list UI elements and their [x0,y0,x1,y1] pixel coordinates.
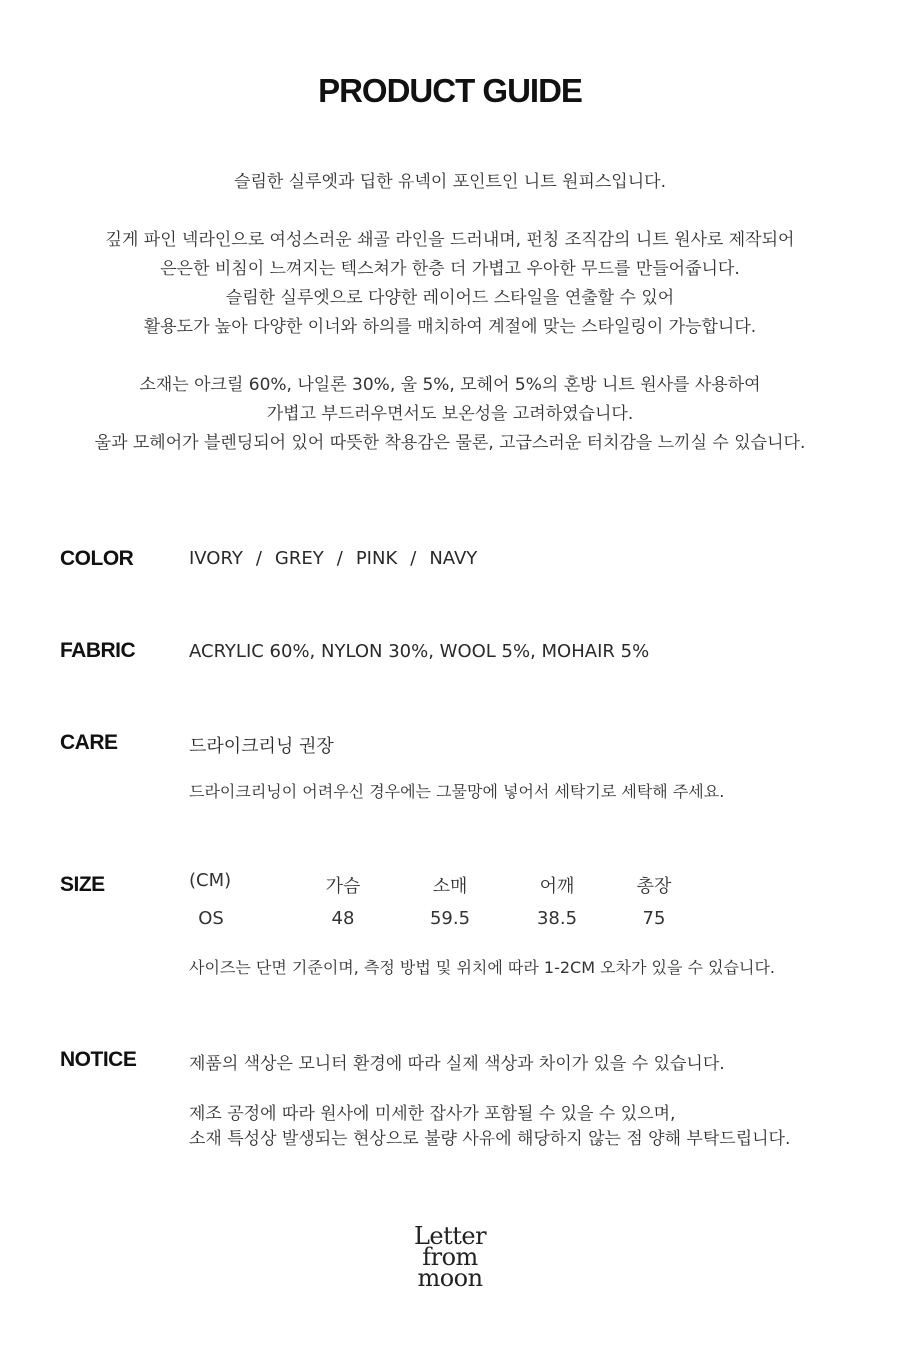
description-line: 울과 모헤어가 블렌딩되어 있어 따뜻한 착용감은 물론, 고급스러운 터치감을 느끼실 수 있습니다. [94,433,806,453]
notice-label: NOTICE [60,1048,137,1071]
size-cell: 59.5 [429,908,471,929]
description-line: 깊게 파인 넥라인으로 여성스러운 쇄골 라인을 드러내며, 펀칭 조직감의 니트 원사로 제작되어 [105,230,795,250]
description-paragraph [0,226,900,342]
brand-logo-line: moon [417,1264,483,1292]
color-separator: / [336,548,343,569]
color-separator: / [410,548,417,569]
page-title: PRODUCT GUIDE [318,72,582,109]
size-cell: 38.5 [536,908,578,929]
care-value: 드라이크리닝 권장 [189,736,334,757]
color-option: IVORY [189,548,243,569]
color-separator: / [255,548,262,569]
size-header: 소매 [432,876,468,897]
size-header: (CM) [189,870,232,891]
size-note: 사이즈는 단면 기준이며, 측정 방법 및 위치에 따라 1-2CM 오차가 있을 수 있습니다. [189,958,775,977]
fabric-label: FABRIC [60,639,136,662]
size-cell: 75 [642,908,666,929]
size-cell: OS [198,908,224,929]
notice-text: 소재 특성상 발생되는 현상으로 불량 사유에 해당하지 않는 점 양해 부탁드립니다. [189,1129,791,1149]
care-label: CARE [60,731,118,754]
brand-logo-line: Letter [413,1222,487,1250]
brand-logo-line: from [422,1243,478,1271]
description-line: 은은한 비침이 느껴지는 텍스쳐가 한층 더 가볍고 우아한 무드를 만들어줍니다. [160,259,740,279]
size-cell: 48 [331,908,355,929]
size-header: 총장 [636,876,672,897]
description-line: 소재는 아크릴 60%, 나일론 30%, 울 5%, 모헤어 5%의 혼방 니트 원사를 사용하여 [139,375,761,395]
description-line: 활용도가 높아 다양한 이너와 하의를 매치하여 계절에 맞는 스타일링이 가능합니다. [143,317,757,337]
size-header: 어깨 [539,876,575,897]
description-line: 슬림한 실루엣과 딥한 유넥이 포인트인 니트 원피스입니다. [234,172,666,192]
description-line: 슬림한 실루엣으로 다양한 레이어드 스타일을 연출할 수 있어 [225,288,675,308]
description-paragraph [0,168,900,197]
fabric-value: ACRYLIC 60%, NYLON 30%, WOOL 5%, MOHAIR 5% [189,641,650,662]
color-option: PINK [355,548,398,569]
color-options [189,548,477,569]
color-label: COLOR [60,547,134,570]
size-header: 가슴 [325,876,361,897]
notice-text: 제조 공정에 따라 원사에 미세한 잡사가 포함될 수 있을 수 있으며, [189,1104,676,1124]
color-option: NAVY [429,548,478,569]
description-line: 가볍고 부드러우면서도 보온성을 고려하였습니다. [266,404,634,424]
brand-logo [0,1222,900,1292]
notice-text: 제품의 색상은 모니터 환경에 따라 실제 색상과 차이가 있을 수 있습니다. [189,1054,725,1074]
description-paragraph [0,371,900,458]
color-option: GREY [274,548,324,569]
care-note: 드라이크리닝이 어려우신 경우에는 그물망에 넣어서 세탁기로 세탁해 주세요. [189,782,725,801]
product-description [0,168,900,487]
size-label: SIZE [60,873,105,896]
